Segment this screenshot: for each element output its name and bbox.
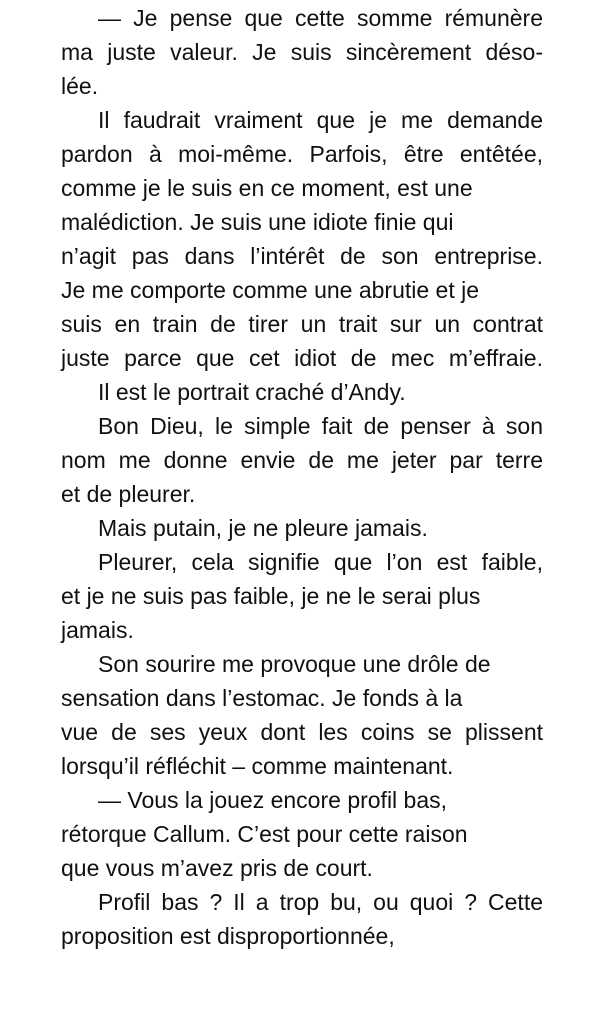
text-line: sensation dans l’estomac. Je fonds à la [61, 685, 463, 711]
text-line: que vous m’avez pris de court. [61, 855, 373, 881]
text-line: comme je le suis en ce moment, est une [61, 175, 473, 201]
text-line: Il est le portrait craché d’Andy. [98, 379, 406, 405]
text-line: et je ne suis pas faible, je ne le serai plus [61, 583, 481, 609]
text-line: et de pleurer. [61, 481, 196, 507]
text-line: lée. [61, 73, 99, 99]
text-line: jamais. [61, 617, 134, 643]
text-line: malédiction. Je suis une idiote finie qui [61, 209, 454, 235]
text-line: nom me donne envie de me jeter par terre [61, 447, 543, 473]
text-line: ma juste valeur. Je suis sincèrement déso- [61, 39, 543, 65]
text-line: Son sourire me provoque une drôle de [98, 651, 491, 677]
text-line: — Vous la jouez encore profil bas, [98, 787, 448, 813]
book-page-text [61, 1, 543, 953]
text-line: juste parce que cet idiot de mec m’effraie. [61, 345, 543, 371]
text-line: n’agit pas dans l’intérêt de son entreprise. [61, 243, 543, 269]
text-line: Profil bas ? Il a trop bu, ou quoi ? Cette [98, 889, 543, 915]
text-line: Pleurer, cela signifie que l’on est faible, [98, 549, 543, 575]
text-line: Mais putain, je ne pleure jamais. [98, 515, 428, 541]
text-line: vue de ses yeux dont les coins se plissent [61, 719, 543, 745]
text-line: suis en train de tirer un trait sur un contrat [61, 311, 543, 337]
text-line: — Je pense que cette somme rémunère [98, 5, 543, 31]
text-line: Je me comporte comme une abrutie et je [61, 277, 480, 303]
text-line: proposition est disproportionnée, [61, 923, 395, 949]
text-line: lorsqu’il réfléchit – comme maintenant. [61, 753, 454, 779]
text-line: Bon Dieu, le simple fait de penser à son [98, 413, 543, 439]
text-line: rétorque Callum. C’est pour cette raison [61, 821, 468, 847]
text-line: Il faudrait vraiment que je me demande [98, 107, 543, 133]
text-line: pardon à moi-même. Parfois, être entêtée, [61, 141, 543, 167]
